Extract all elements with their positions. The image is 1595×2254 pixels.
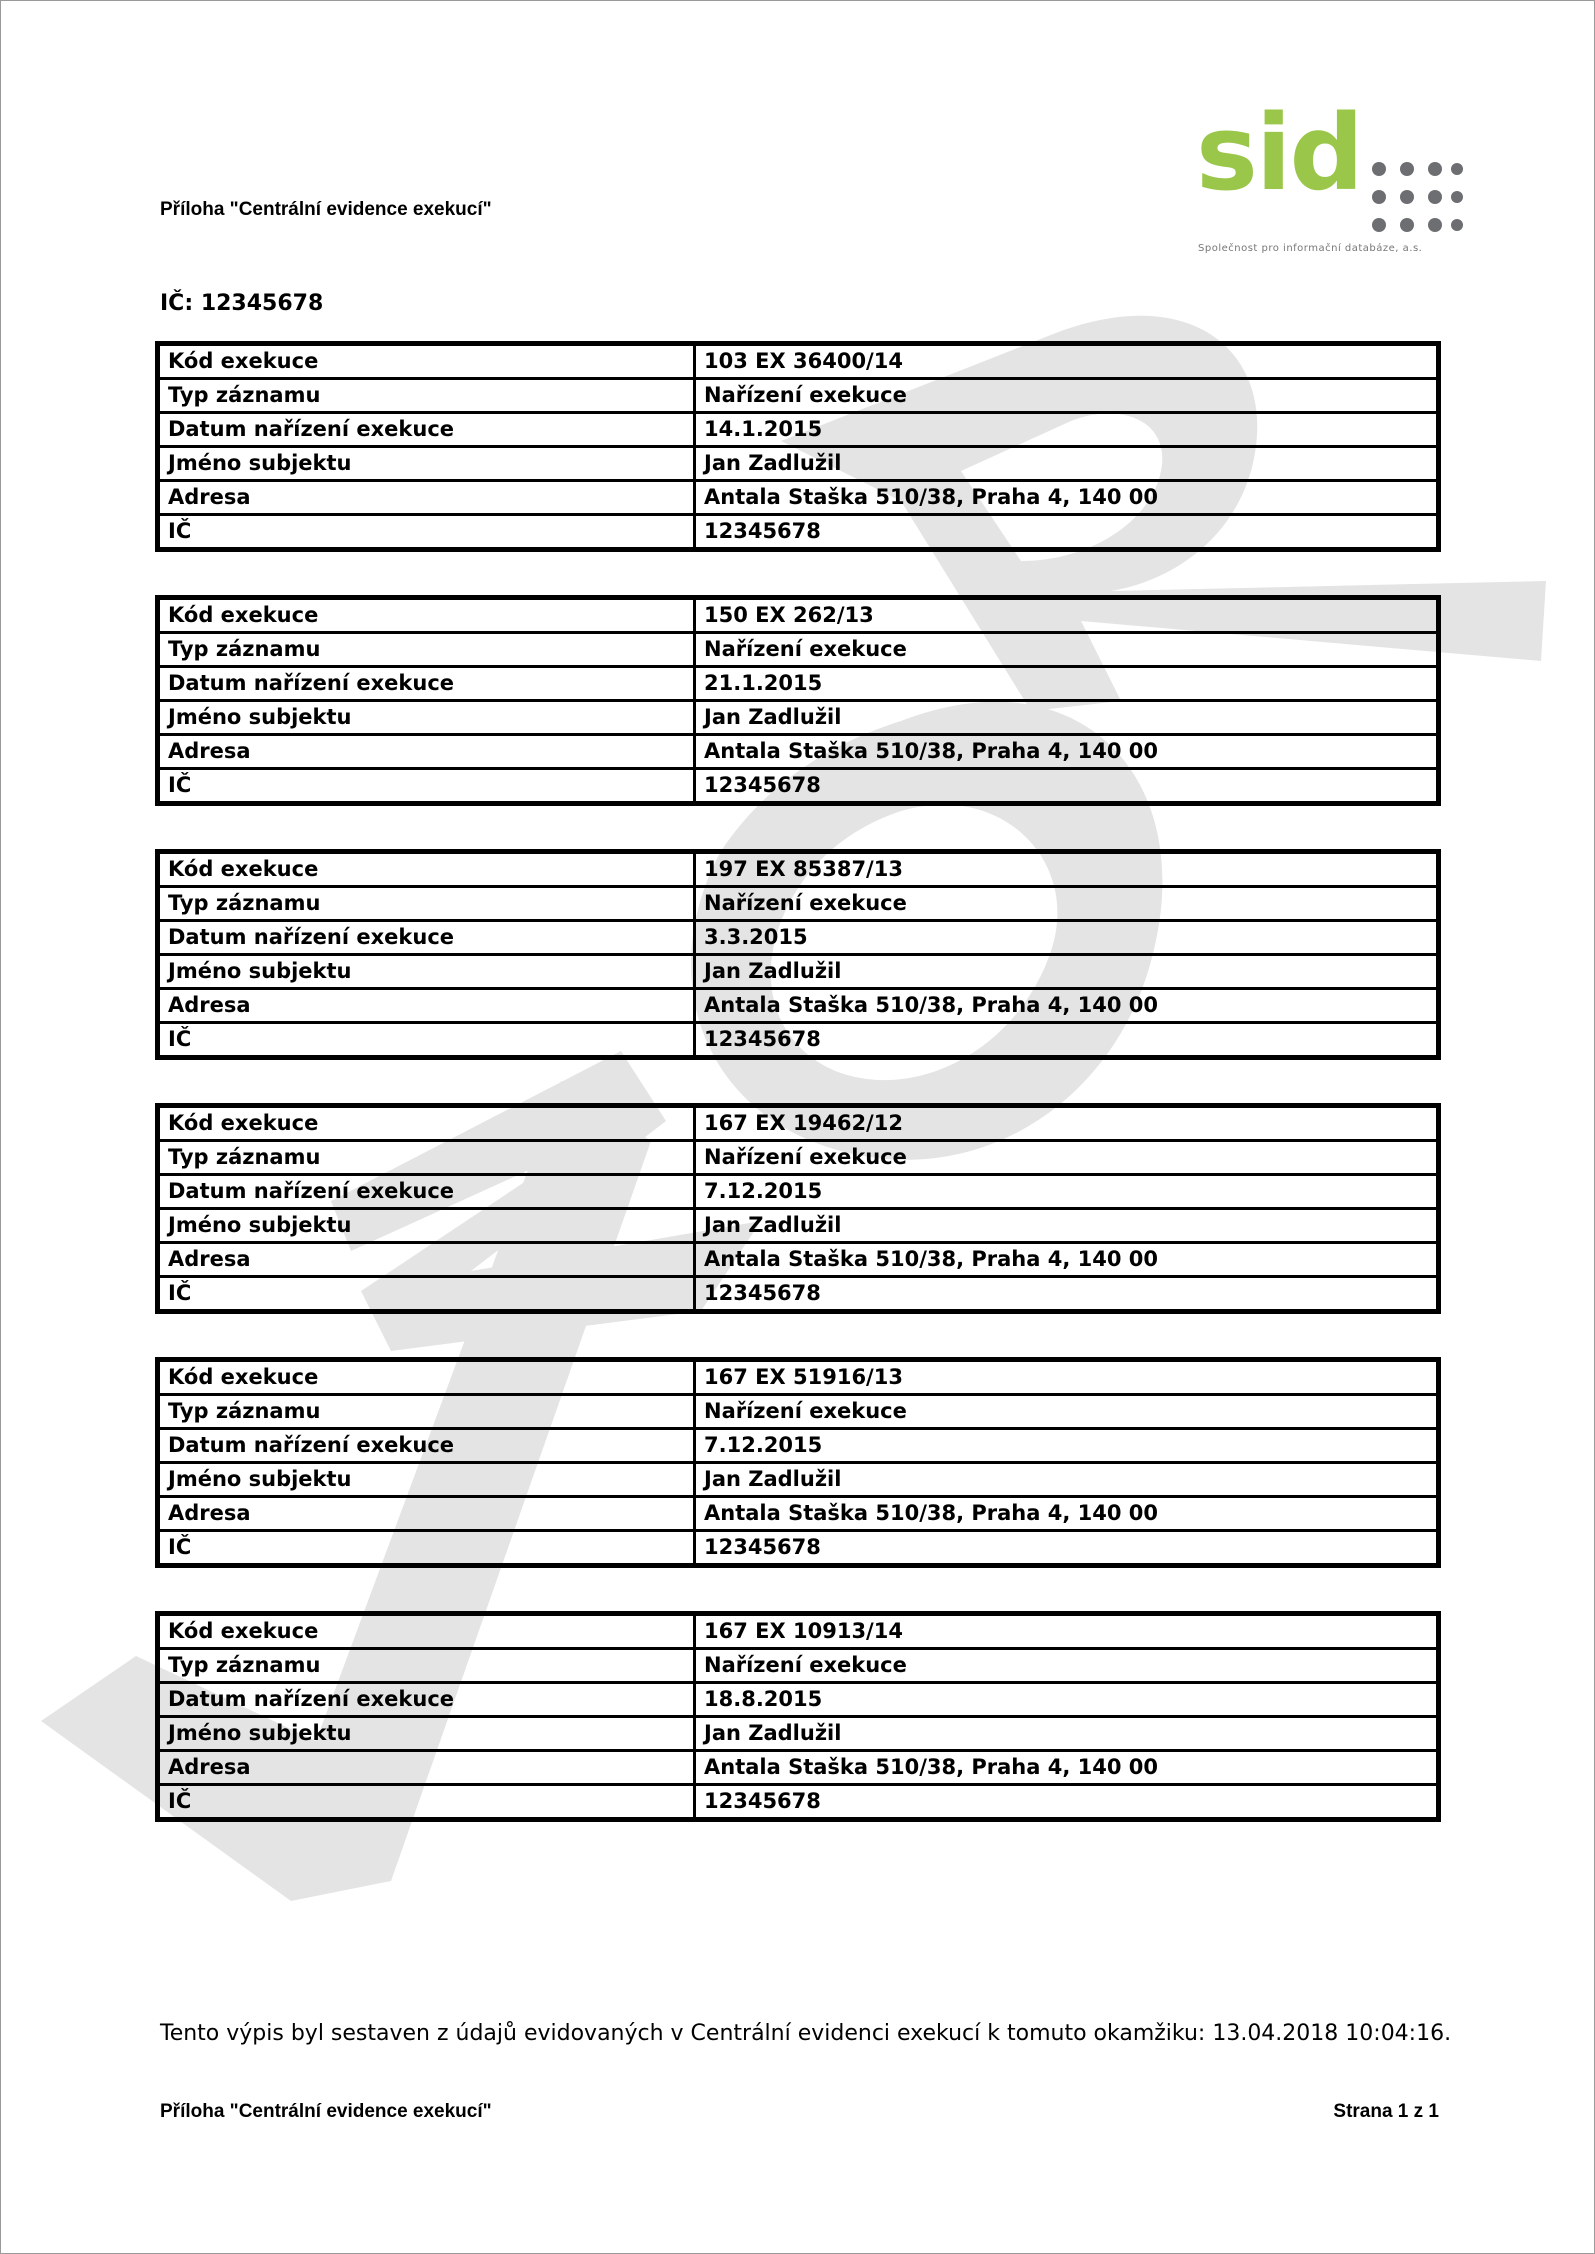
label-typ: Typ záznamu	[158, 1141, 695, 1175]
label-jmeno: Jméno subjektu	[158, 955, 695, 989]
page-number: Strana 1 z 1	[1333, 2101, 1439, 2122]
value-datum: 18.8.2015	[695, 1683, 1439, 1717]
record-table	[155, 849, 1441, 1060]
value-ic: 12345678	[695, 1023, 1439, 1058]
table-row	[158, 852, 1439, 887]
table-row	[158, 701, 1439, 735]
sid-logo	[1196, 92, 1456, 261]
label-jmeno: Jméno subjektu	[158, 701, 695, 735]
value-adresa: Antala Staška 510/38, Praha 4, 140 00	[695, 989, 1439, 1023]
value-jmeno: Jan Zadlužil	[695, 1209, 1439, 1243]
table-row	[158, 1106, 1439, 1141]
record-table	[155, 341, 1441, 552]
footer-note: Tento výpis byl sestaven z údajů evidovaných v Centrální evidenci exekucí k tomuto okamžiku: 13.04.2018 10:04:16.	[160, 2021, 1452, 2046]
value-datum: 21.1.2015	[695, 667, 1439, 701]
table-row	[158, 1751, 1439, 1785]
table-row	[158, 1023, 1439, 1058]
value-typ: Nařízení exekuce	[695, 633, 1439, 667]
value-datum: 3.3.2015	[695, 921, 1439, 955]
value-ic: 12345678	[695, 1785, 1439, 1820]
label-datum: Datum nařízení exekuce	[158, 1175, 695, 1209]
logo-text: sid	[1196, 92, 1362, 214]
table-row	[158, 735, 1439, 769]
table-row	[158, 1360, 1439, 1395]
table-row	[158, 1785, 1439, 1820]
label-kod: Kód exekuce	[158, 852, 695, 887]
label-datum: Datum nařízení exekuce	[158, 413, 695, 447]
table-row	[158, 989, 1439, 1023]
label-jmeno: Jméno subjektu	[158, 1717, 695, 1751]
value-adresa: Antala Staška 510/38, Praha 4, 140 00	[695, 735, 1439, 769]
value-datum: 7.12.2015	[695, 1429, 1439, 1463]
table-row	[158, 1429, 1439, 1463]
table-row	[158, 1209, 1439, 1243]
label-kod: Kód exekuce	[158, 1614, 695, 1649]
ic-line	[160, 291, 323, 316]
record-table	[155, 1103, 1441, 1314]
table-row	[158, 1175, 1439, 1209]
table-row	[158, 1141, 1439, 1175]
value-adresa: Antala Staška 510/38, Praha 4, 140 00	[695, 481, 1439, 515]
table-row	[158, 1277, 1439, 1312]
label-kod: Kód exekuce	[158, 1106, 695, 1141]
value-adresa: Antala Staška 510/38, Praha 4, 140 00	[695, 1243, 1439, 1277]
value-jmeno: Jan Zadlužil	[695, 955, 1439, 989]
table-row	[158, 1531, 1439, 1566]
table-row	[158, 955, 1439, 989]
table-row	[158, 1243, 1439, 1277]
label-ic: IČ	[158, 1531, 695, 1566]
label-jmeno: Jméno subjektu	[158, 1209, 695, 1243]
value-datum: 7.12.2015	[695, 1175, 1439, 1209]
table-row	[158, 447, 1439, 481]
value-jmeno: Jan Zadlužil	[695, 1717, 1439, 1751]
value-kod: 167 EX 19462/12	[695, 1106, 1439, 1141]
value-jmeno: Jan Zadlužil	[695, 701, 1439, 735]
logo-dots-icon	[1369, 161, 1465, 233]
label-kod: Kód exekuce	[158, 1360, 695, 1395]
footer-title: Příloha "Centrální evidence exekucí"	[160, 2101, 492, 2122]
record-table	[155, 1611, 1441, 1822]
label-typ: Typ záznamu	[158, 1649, 695, 1683]
label-adresa: Adresa	[158, 481, 695, 515]
table-row	[158, 344, 1439, 379]
table-row	[158, 1463, 1439, 1497]
table-row	[158, 667, 1439, 701]
ic-label: IČ:	[160, 291, 194, 316]
table-row	[158, 1683, 1439, 1717]
label-typ: Typ záznamu	[158, 887, 695, 921]
value-typ: Nařízení exekuce	[695, 1395, 1439, 1429]
label-datum: Datum nařízení exekuce	[158, 667, 695, 701]
value-adresa: Antala Staška 510/38, Praha 4, 140 00	[695, 1751, 1439, 1785]
value-datum: 14.1.2015	[695, 413, 1439, 447]
records-list	[155, 341, 1441, 1865]
table-row	[158, 1395, 1439, 1429]
value-typ: Nařízení exekuce	[695, 1141, 1439, 1175]
value-ic: 12345678	[695, 515, 1439, 550]
table-row	[158, 769, 1439, 804]
label-jmeno: Jméno subjektu	[158, 1463, 695, 1497]
value-typ: Nařízení exekuce	[695, 379, 1439, 413]
table-row	[158, 1614, 1439, 1649]
value-typ: Nařízení exekuce	[695, 1649, 1439, 1683]
header-title: Příloha "Centrální evidence exekucí"	[160, 199, 492, 220]
value-kod: 150 EX 262/13	[695, 598, 1439, 633]
table-row	[158, 481, 1439, 515]
table-row	[158, 1649, 1439, 1683]
label-ic: IČ	[158, 1023, 695, 1058]
label-ic: IČ	[158, 1277, 695, 1312]
table-row	[158, 633, 1439, 667]
label-datum: Datum nařízení exekuce	[158, 921, 695, 955]
label-ic: IČ	[158, 515, 695, 550]
value-adresa: Antala Staška 510/38, Praha 4, 140 00	[695, 1497, 1439, 1531]
label-ic: IČ	[158, 769, 695, 804]
label-jmeno: Jméno subjektu	[158, 447, 695, 481]
value-kod: 167 EX 51916/13	[695, 1360, 1439, 1395]
ic-value: 12345678	[200, 291, 324, 316]
value-ic: 12345678	[695, 769, 1439, 804]
value-kod: 103 EX 36400/14	[695, 344, 1439, 379]
value-ic: 12345678	[695, 1277, 1439, 1312]
label-typ: Typ záznamu	[158, 379, 695, 413]
label-adresa: Adresa	[158, 1243, 695, 1277]
label-adresa: Adresa	[158, 989, 695, 1023]
value-kod: 197 EX 85387/13	[695, 852, 1439, 887]
label-adresa: Adresa	[158, 735, 695, 769]
value-kod: 167 EX 10913/14	[695, 1614, 1439, 1649]
table-row	[158, 413, 1439, 447]
label-datum: Datum nařízení exekuce	[158, 1683, 695, 1717]
label-adresa: Adresa	[158, 1497, 695, 1531]
value-ic: 12345678	[695, 1531, 1439, 1566]
value-typ: Nařízení exekuce	[695, 887, 1439, 921]
label-typ: Typ záznamu	[158, 1395, 695, 1429]
table-row	[158, 1497, 1439, 1531]
label-kod: Kód exekuce	[158, 598, 695, 633]
label-adresa: Adresa	[158, 1751, 695, 1785]
label-typ: Typ záznamu	[158, 633, 695, 667]
value-jmeno: Jan Zadlužil	[695, 447, 1439, 481]
logo-subtitle: Společnost pro informační databáze, a.s.	[1198, 243, 1423, 254]
record-table	[155, 1357, 1441, 1568]
label-ic: IČ	[158, 1785, 695, 1820]
table-row	[158, 515, 1439, 550]
record-table	[155, 595, 1441, 806]
table-row	[158, 379, 1439, 413]
label-datum: Datum nařízení exekuce	[158, 1429, 695, 1463]
table-row	[158, 1717, 1439, 1751]
label-kod: Kód exekuce	[158, 344, 695, 379]
table-row	[158, 887, 1439, 921]
table-row	[158, 921, 1439, 955]
value-jmeno: Jan Zadlužil	[695, 1463, 1439, 1497]
table-row	[158, 598, 1439, 633]
